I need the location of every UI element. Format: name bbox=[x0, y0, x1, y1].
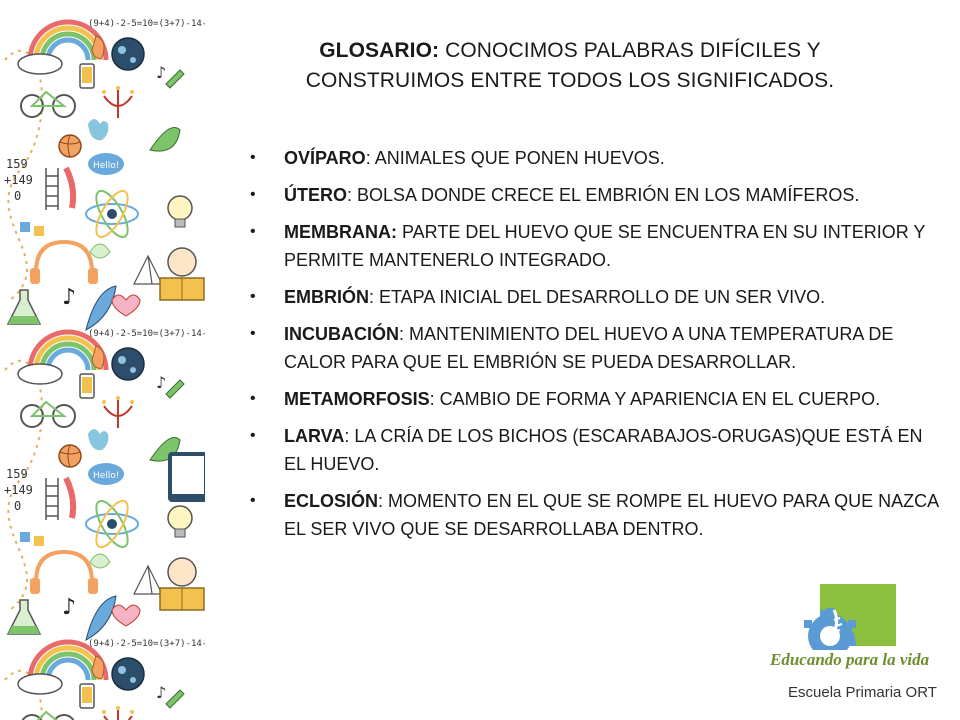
glossary-item bbox=[250, 487, 940, 543]
bullet-icon: • bbox=[250, 325, 256, 342]
gear-logo-icon bbox=[770, 580, 940, 650]
glossary-term: METAMORFOSIS bbox=[284, 389, 430, 409]
glossary-term: ECLOSIÓN bbox=[284, 491, 379, 511]
bullet-icon: • bbox=[250, 288, 256, 305]
glossary-item bbox=[250, 283, 940, 311]
glossary-term: ÚTERO bbox=[284, 185, 347, 205]
glossary-item bbox=[250, 218, 940, 274]
glossary-item bbox=[250, 422, 940, 478]
logo-school-name: Escuela Primaria ORT bbox=[788, 684, 937, 701]
glossary-item bbox=[250, 181, 940, 209]
tablet-icon bbox=[168, 452, 205, 502]
glossary-definition: : MOMENTO EN EL QUE SE ROMPE EL HUEVO PARA QUE NAZCA EL SER VIVO QUE SE DESARROLLABA DENTRO. bbox=[284, 491, 939, 539]
title-bold: GLOSARIO: bbox=[319, 39, 440, 62]
decorative-border bbox=[0, 0, 205, 720]
glossary-definition: : BOLSA DONDE CRECE EL EMBRIÓN EN LOS MAMÍFEROS. bbox=[347, 185, 860, 205]
title-line1: CONOCIMOS PALABRAS DIFÍCILES Y bbox=[439, 39, 821, 62]
glossary-definition: : ANIMALES QUE PONEN HUEVOS. bbox=[365, 148, 665, 168]
school-logo bbox=[770, 580, 940, 710]
glossary-term: LARVA bbox=[284, 426, 345, 446]
glossary-list bbox=[250, 144, 940, 552]
bullet-icon: • bbox=[250, 149, 256, 166]
bullet-icon: • bbox=[250, 186, 256, 203]
glossary-definition: : CAMBIO DE FORMA Y APARIENCIA EN EL CUERPO. bbox=[429, 389, 881, 409]
title-line2: CONSTRUIMOS ENTRE TODOS LOS SIGNIFICADOS. bbox=[305, 69, 835, 92]
glossary-definition: : ETAPA INICIAL DEL DESARROLLO DE UN SER VIVO. bbox=[369, 287, 826, 307]
bullet-icon: • bbox=[250, 223, 256, 240]
glossary-term: INCUBACIÓN bbox=[284, 324, 399, 344]
page-title bbox=[260, 36, 880, 96]
glossary-definition: : MANTENIMIENTO DEL HUEVO A UNA TEMPERATURA DE CALOR PARA QUE EL EMBRIÓN SE PUEDA DESARROLLAR. bbox=[284, 324, 894, 372]
logo-slogan: Educando para la vida bbox=[770, 650, 930, 669]
decorative-illustrations bbox=[0, 0, 205, 720]
bullet-icon: • bbox=[250, 390, 256, 407]
glossary-item bbox=[250, 320, 940, 376]
glossary-item bbox=[250, 144, 940, 172]
glossary-definition: : LA CRÍA DE LOS BICHOS (ESCARABAJOS-ORUGAS)QUE ESTÁ EN EL HUEVO. bbox=[284, 426, 923, 474]
glossary-definition: PARTE DEL HUEVO QUE SE ENCUENTRA EN SU INTERIOR Y PERMITE MANTENERLO INTEGRADO. bbox=[284, 222, 926, 270]
glossary-term: MEMBRANA: bbox=[284, 222, 397, 242]
glossary-term: OVÍPARO bbox=[284, 148, 366, 168]
glossary-item bbox=[250, 385, 940, 413]
bullet-icon: • bbox=[250, 427, 256, 444]
glossary-term: EMBRIÓN bbox=[284, 287, 369, 307]
bullet-icon: • bbox=[250, 492, 256, 509]
